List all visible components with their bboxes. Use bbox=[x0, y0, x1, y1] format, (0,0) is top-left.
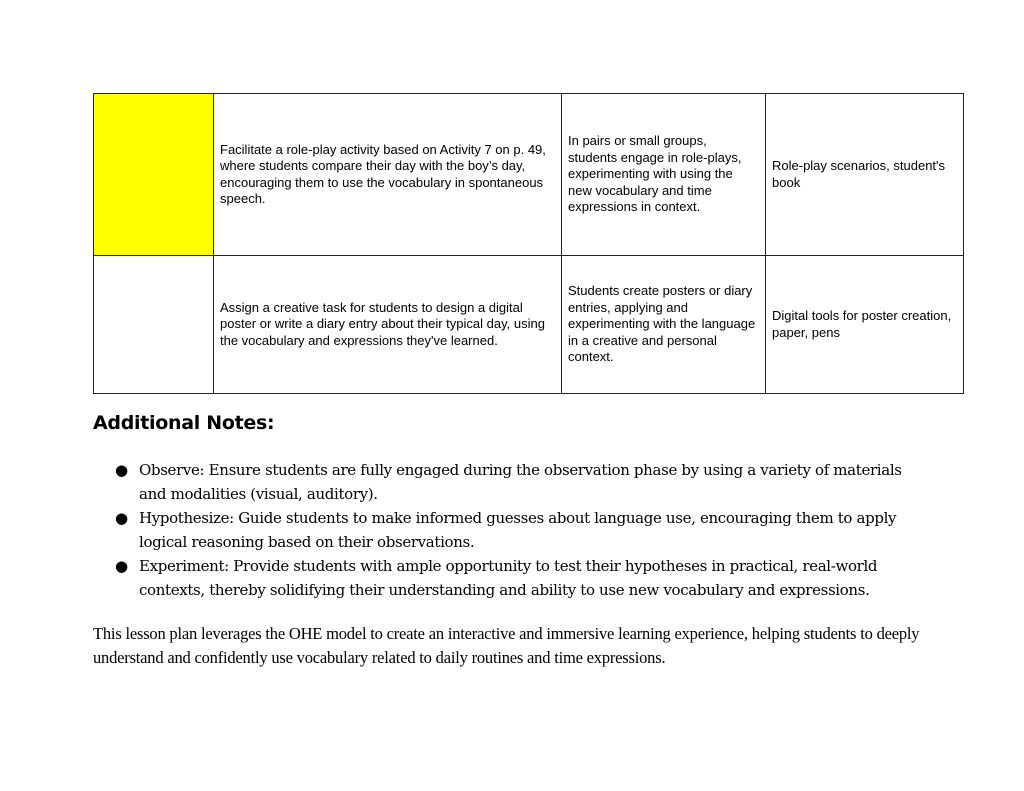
materials-cell: Role-play scenarios, student's book bbox=[766, 94, 964, 256]
note-text-experiment: Experiment: Provide students with ample opportunity to test their hypotheses in practical, real-world contexts, thereby solidifying their understanding and ability to use new vocabulary and expressions. bbox=[139, 557, 878, 599]
teacher-activity-cell: Facilitate a role-play activity based on Activity 7 on p. 49, where students compare their day with the boy’s day, encouraging them to use the vocabulary in spontaneous speech. bbox=[214, 94, 562, 256]
table-row bbox=[94, 256, 964, 394]
student-activity-cell: In pairs or small groups, students engage in role-plays, experimenting with using the new vocabulary and time expressions in context. bbox=[562, 94, 766, 256]
list-item bbox=[93, 554, 923, 602]
teacher-activity-cell: Assign a creative task for students to design a digital poster or write a diary entry about their typical day, using the vocabulary and expressions they've learned. bbox=[214, 256, 562, 394]
lesson-plan-table bbox=[93, 93, 964, 394]
list-item bbox=[93, 458, 923, 506]
bullet-icon: ● bbox=[115, 509, 128, 527]
stage-cell-highlighted bbox=[94, 94, 214, 256]
additional-notes-list bbox=[93, 458, 923, 602]
table-row bbox=[94, 94, 964, 256]
additional-notes-heading: Additional Notes: bbox=[93, 412, 275, 434]
stage-cell bbox=[94, 256, 214, 394]
bullet-icon: ● bbox=[115, 557, 128, 575]
note-text-hypothesize: Hypothesize: Guide students to make informed guesses about language use, encouraging them to apply logical reasoning based on their observations. bbox=[139, 509, 897, 551]
materials-cell: Digital tools for poster creation, paper, pens bbox=[766, 256, 964, 394]
summary-paragraph: This lesson plan leverages the OHE model to create an interactive and immersive learning experience, helping students to deeply understand and confidently use vocabulary related to daily routines and time expressions. bbox=[93, 624, 920, 667]
list-item bbox=[93, 506, 923, 554]
note-text-observe: Observe: Ensure students are fully engaged during the observation phase by using a variety of materials and modalities (visual, auditory). bbox=[139, 461, 902, 503]
student-activity-cell: Students create posters or diary entries, applying and experimenting with the language in a creative and personal context. bbox=[562, 256, 766, 394]
bullet-icon: ● bbox=[115, 461, 128, 479]
